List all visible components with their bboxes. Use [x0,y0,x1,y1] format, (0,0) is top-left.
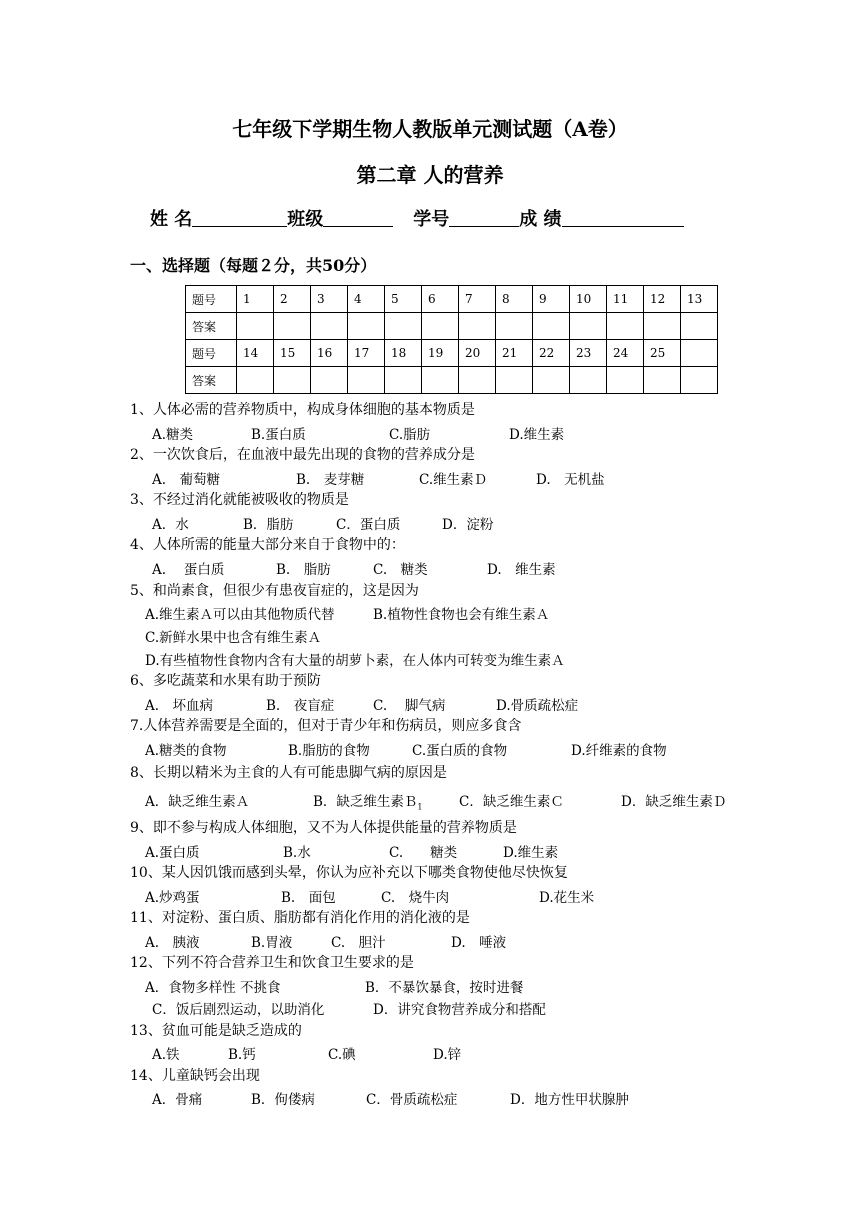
question-13-option-a[interactable]: A.铁 [152,1047,180,1063]
number-cell: 11 [607,286,644,313]
score-label: 成 绩 [519,209,562,230]
answer-cell[interactable] [311,313,348,340]
number-cell: 7 [459,286,496,313]
answer-cell[interactable] [237,367,274,394]
question-1-option-c[interactable]: C.脂肪 [389,427,431,443]
question-2-option-b[interactable]: B. 麦芽糖 [296,472,365,488]
number-cell: 3 [311,286,348,313]
question-4-option-c[interactable]: C. 糖类 [373,562,428,578]
question-2-option-d[interactable]: D. 无机盐 [536,472,605,488]
question-8-option-a[interactable]: A．缺乏维生素Ａ [145,794,250,810]
answer-cell[interactable] [459,367,496,394]
question-2-option-c[interactable]: C.维生素Ｄ [419,472,488,488]
number-cell: 2 [274,286,311,313]
question-4-option-b[interactable]: B. 脂肪 [276,562,331,578]
question-11-option-a[interactable]: A. 胰液 [145,935,200,951]
answer-cell[interactable] [681,313,718,340]
question-12-option-d[interactable]: D．讲究食物营养成分和搭配 [373,1002,546,1018]
question-6-stem: 6、多吃蔬菜和水果有助于预防 [130,673,321,689]
question-9-option-c[interactable]: C. 糖类 [389,845,458,861]
question-6-option-d[interactable]: D.骨质疏松症 [496,698,579,714]
answer-cell[interactable] [644,313,681,340]
number-label-cell: 题号 [186,286,237,313]
question-3-option-b[interactable]: B．脂肪 [243,517,294,533]
answer-cell[interactable] [607,367,644,394]
score-blank[interactable] [562,208,684,227]
question-12-stem: 12、下列不符合营养卫生和饮食卫生要求的是 [130,955,414,971]
question-13-option-c[interactable]: C.碘 [328,1047,356,1063]
question-3-option-c[interactable]: C．蛋白质 [336,517,401,533]
student-info-line [150,205,684,231]
question-4-option-d[interactable]: D. 维生素 [487,562,556,578]
table-row [186,340,718,367]
question-3-option-a[interactable]: A．水 [152,517,189,533]
table-row [186,367,718,394]
page-title: 七年级下学期生物人教版单元测试题（A卷） [232,117,628,141]
section-heading: 一、选择题（每题２分，共50分） [130,256,377,275]
answer-cell[interactable] [274,313,311,340]
number-cell: 24 [607,340,644,367]
answer-cell[interactable] [274,367,311,394]
answer-cell[interactable] [644,367,681,394]
question-5-option-d[interactable]: D.有些植物性食物内含有大量的胡萝卜素，在人体内可转变为维生素Ａ [145,653,565,669]
question-12-option-c[interactable]: C．饭后剧烈运动，以助消化 [152,1002,325,1018]
answer-cell[interactable] [459,313,496,340]
question-14-option-c[interactable]: C．骨质疏松症 [366,1092,458,1108]
question-4-option-a[interactable]: A. 蛋白质 [152,562,225,578]
question-5-option-b[interactable]: B.植物性食物也会有维生素Ａ [373,607,550,623]
question-2-stem: 2、一次饮食后，在血液中最先出现的食物的营养成分是 [130,447,475,463]
question-8-option-b-text: B．缺乏维生素Ｂ [313,794,418,810]
question-11-option-b[interactable]: B.胃液 [251,935,293,951]
answer-cell[interactable] [681,367,718,394]
number-cell: 18 [385,340,422,367]
student-id-label: 学号 [413,209,450,230]
question-11-stem: 11、对淀粉、蛋白质、脂肪都有消化作用的消化液的是 [130,910,470,926]
question-13-stem: 13、贫血可能是缺乏造成的 [130,1023,302,1039]
number-cell: 9 [533,286,570,313]
question-7-option-d[interactable]: D.纤维素的食物 [571,743,667,759]
number-cell: 23 [570,340,607,367]
class-label: 班级 [287,209,324,230]
question-4-stem: 4、人体所需的能量大部分来自于食物中的： [130,537,405,553]
question-14-option-d[interactable]: D．地方性甲状腺肿 [510,1092,629,1108]
question-1-option-d[interactable]: D.维生素 [509,427,565,443]
question-2-option-a[interactable]: A. 葡萄糖 [152,472,221,488]
number-cell: 16 [311,340,348,367]
question-13-option-d[interactable]: D.锌 [433,1047,462,1063]
question-11-option-d[interactable]: D. 唾液 [451,935,507,951]
question-5-option-a[interactable]: A.维生素Ａ可以由其他物质代替 [145,607,335,623]
question-5-option-c[interactable]: C.新鲜水果中也含有维生素Ａ [145,630,322,646]
number-cell: 13 [681,286,718,313]
question-10-option-a[interactable]: A.炒鸡蛋 [145,890,200,906]
question-1-option-b[interactable]: B.蛋白质 [251,427,306,443]
answer-cell[interactable] [496,313,533,340]
question-7-stem: 7.人体营养需要是全面的，但对于青少年和伤病员，则应多食含 [130,718,522,734]
answer-cell[interactable] [422,367,459,394]
class-blank[interactable] [323,208,393,227]
question-12-option-b[interactable]: B．不暴饮暴食，按时进餐 [365,980,524,996]
answer-cell[interactable] [422,313,459,340]
question-8-option-c[interactable]: C．缺乏维生素Ｃ [459,794,564,810]
question-10-stem: 10、某人因饥饿而感到头晕，你认为应补充以下哪类食物使他尽快恢复 [130,865,568,881]
answer-cell[interactable] [237,313,274,340]
question-3-option-d[interactable]: D．淀粉 [442,517,494,533]
answer-cell[interactable] [385,313,422,340]
question-12-option-a[interactable]: A．食物多样性 不挑食 [145,980,281,996]
answer-cell[interactable] [570,367,607,394]
question-1-option-a[interactable]: A.糖类 [152,427,194,443]
number-cell: 21 [496,340,533,367]
question-5-stem: 5、和尚素食，但很少有患夜盲症的，这是因为 [130,583,419,599]
number-cell [681,340,718,367]
question-10-option-b[interactable]: B. 面包 [281,890,336,906]
number-cell: 22 [533,340,570,367]
table-row [186,313,718,340]
subscript-1: 1 [417,802,423,812]
question-3-stem: 3、不经过消化就能被吸收的物质是 [130,492,349,508]
number-cell: 17 [348,340,385,367]
table-row [186,286,718,313]
number-cell: 6 [422,286,459,313]
question-7-option-c[interactable]: C.蛋白质的食物 [412,743,508,759]
answer-cell[interactable] [533,367,570,394]
number-cell: 12 [644,286,681,313]
student-id-blank[interactable] [449,208,519,227]
question-14-stem: 14、儿童缺钙会出现 [130,1068,260,1084]
question-13-option-b[interactable]: B.钙 [228,1047,256,1063]
question-1-stem: 1、人体必需的营养物质中，构成身体细胞的基本物质是 [130,402,475,418]
question-9-option-a[interactable]: A.蛋白质 [145,845,200,861]
question-8-option-b[interactable] [313,790,423,812]
question-7-option-b[interactable]: B.脂肪的食物 [288,743,370,759]
number-cell: 20 [459,340,496,367]
answer-cell[interactable] [533,313,570,340]
number-cell: 14 [237,340,274,367]
question-14-option-a[interactable]: A．骨痛 [152,1092,203,1108]
question-10-option-d[interactable]: D.花生米 [539,890,595,906]
number-label-cell: 题号 [186,340,237,367]
number-cell: 5 [385,286,422,313]
chapter-title: 第二章 人的营养 [356,163,504,187]
number-cell: 19 [422,340,459,367]
question-11-option-c[interactable]: C. 胆汁 [331,935,386,951]
number-cell: 8 [496,286,533,313]
name-blank[interactable] [192,208,287,227]
question-14-option-b[interactable]: B．佝偻病 [251,1092,315,1108]
question-9-option-d[interactable]: D.维生素 [503,845,559,861]
answer-table [185,285,718,394]
answer-cell[interactable] [570,313,607,340]
answer-cell[interactable] [607,313,644,340]
number-cell: 10 [570,286,607,313]
question-10-option-c[interactable]: C. 烧牛肉 [381,890,450,906]
question-8-stem: 8、长期以精米为主食的人有可能患脚气病的原因是 [130,765,447,781]
number-cell: 25 [644,340,681,367]
number-cell: 15 [274,340,311,367]
answer-cell[interactable] [348,313,385,340]
question-6-option-b[interactable]: B. 夜盲症 [266,698,335,714]
answer-cell[interactable] [311,367,348,394]
answer-label-cell: 答案 [186,367,237,394]
answer-cell[interactable] [496,367,533,394]
question-7-option-a[interactable]: A.糖类的食物 [145,743,227,759]
question-6-option-a[interactable]: A. 坏血病 [145,698,214,714]
number-cell: 4 [348,286,385,313]
name-label: 姓 名 [150,209,193,230]
number-cell: 1 [237,286,274,313]
question-8-option-d[interactable]: D．缺乏维生素Ｄ [621,794,727,810]
question-9-stem: 9、即不参与构成人体细胞，又不为人体提供能量的营养物质是 [130,820,517,836]
question-6-option-c[interactable]: C. 脚气病 [373,698,446,714]
answer-label-cell: 答案 [186,313,237,340]
question-9-option-b[interactable]: B.水 [283,845,311,861]
answer-cell[interactable] [385,367,422,394]
answer-cell[interactable] [348,367,385,394]
